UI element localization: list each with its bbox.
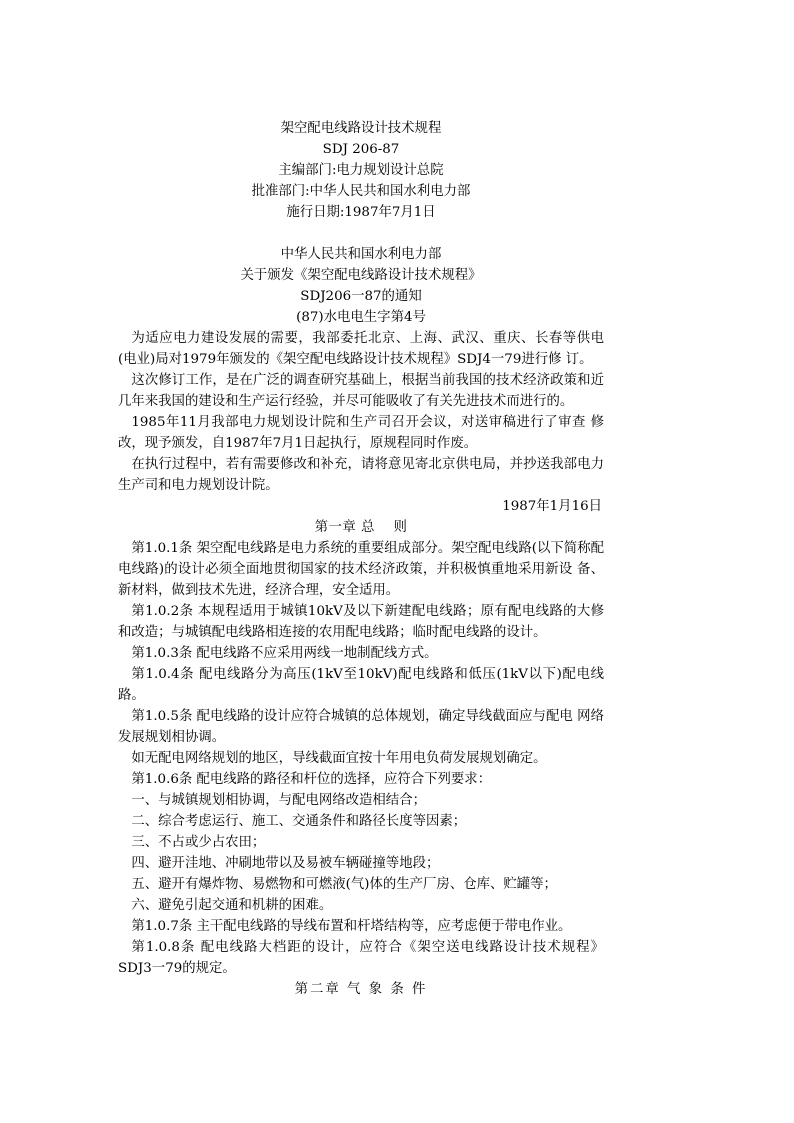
notice-paragraph: 1985年11月我部电力规划设计院和生产司召开会议，对送审稿进行了审查 修改，现予颁发，自1987年7月1日起执行，原规程同时作废。 <box>118 415 604 451</box>
document-body <box>118 118 604 1000</box>
article: 第1.0.6条 配电线路的路径和杆位的选择，应符合下列要求： <box>131 772 492 787</box>
approver-dept: 批准部门:中华人民共和国水利电力部 <box>251 184 471 199</box>
list-item: 四、避开洼地、冲刷地带以及易被车辆碰撞等地段； <box>131 856 440 871</box>
effective-date: 施行日期:1987年7月1日 <box>286 205 436 220</box>
article: 第1.0.5条 配电线路的设计应符合城镇的总体规划，确定导线截面应与配电 网络发展规划相协调。 <box>118 709 604 745</box>
chapter-2-heading: 第二章 气 象 条 件 <box>294 982 428 997</box>
notice-paragraph: 这次修订工作，是在广泛的调查研究基础上，根据当前我国的技术经济政策和近几年来我国的建设和生产运行经验，并尽可能吸收了有关先进技术而进行的。 <box>118 373 604 409</box>
article: 如无配电网络规划的地区，导线截面宜按十年用电负荷发展规划确定。 <box>131 751 547 766</box>
article: 第1.0.1条 架空配电线路是电力系统的重要组成部分。架空配电线路(以下简称配电线路)的设计必须全面地贯彻国家的技术经济政策，并积极慎重地采用新设 备、新材料，做到技术先进，经济合理，安全适用。 <box>118 541 604 598</box>
document-code: SDJ 206-87 <box>322 142 400 157</box>
article: 第1.0.2条 本规程适用于城镇10kV及以下新建配电线路；原有配电线路的大修和改造；与城镇配电线路相连接的农用配电线路；临时配电线路的设计。 <box>118 604 604 640</box>
list-item: 六、避免引起交通和机耕的困难。 <box>131 898 333 913</box>
list-item: 一、与城镇规划相协调，与配电网络改造相结合； <box>131 793 426 808</box>
article: 第1.0.4条 配电线路分为高压(1kV至10kV)配电线路和低压(1kV以下)配电线路。 <box>118 667 604 703</box>
notice-date: 1987年1月16日 <box>502 499 602 514</box>
notice-subject: 关于颁发《架空配电线路设计技术规程》 <box>240 268 482 283</box>
notice-subject-code: SDJ206一87的通知 <box>300 289 422 304</box>
spacer <box>118 223 604 244</box>
document-title: 架空配电线路设计技术规程 <box>280 121 442 136</box>
list-item: 三、不占或少占农田； <box>131 835 266 850</box>
chapter-1-heading: 第一章 总 则 <box>314 520 408 535</box>
notice-paragraph: 在执行过程中，若有需要修改和补充，请将意见寄北京供电局，并抄送我部电力生产司和电力规划设计院。 <box>118 457 604 493</box>
notice-paragraph: 为适应电力建设发展的需要，我部委托北京、上海、武汉、重庆、长春等供电(电业)局对1979年颁发的《架空配电线路设计技术规程》SDJ4一79进行修 订。 <box>118 331 604 367</box>
list-item: 二、综合考虑运行、施工、交通条件和路径长度等因素； <box>131 814 467 829</box>
article: 第1.0.3条 配电线路不应采用两线一地制配线方式。 <box>131 646 438 661</box>
list-item: 五、避开有爆炸物、易燃物和可燃液(气)体的生产厂房、仓库、贮罐等； <box>131 877 557 892</box>
editor-dept: 主编部门:电力规划设计总院 <box>278 163 444 178</box>
article: 第1.0.8条 配电线路大档距的设计，应符合《架空送电线路设计技术规程》SDJ3一79的规定。 <box>118 940 604 976</box>
notice-issuer: 中华人民共和国水利电力部 <box>280 247 442 262</box>
notice-doc-number: (87)水电电生字第4号 <box>296 310 426 325</box>
article: 第1.0.7条 主干配电线路的导线布置和杆塔结构等，应考虑便于带电作业。 <box>131 919 572 934</box>
